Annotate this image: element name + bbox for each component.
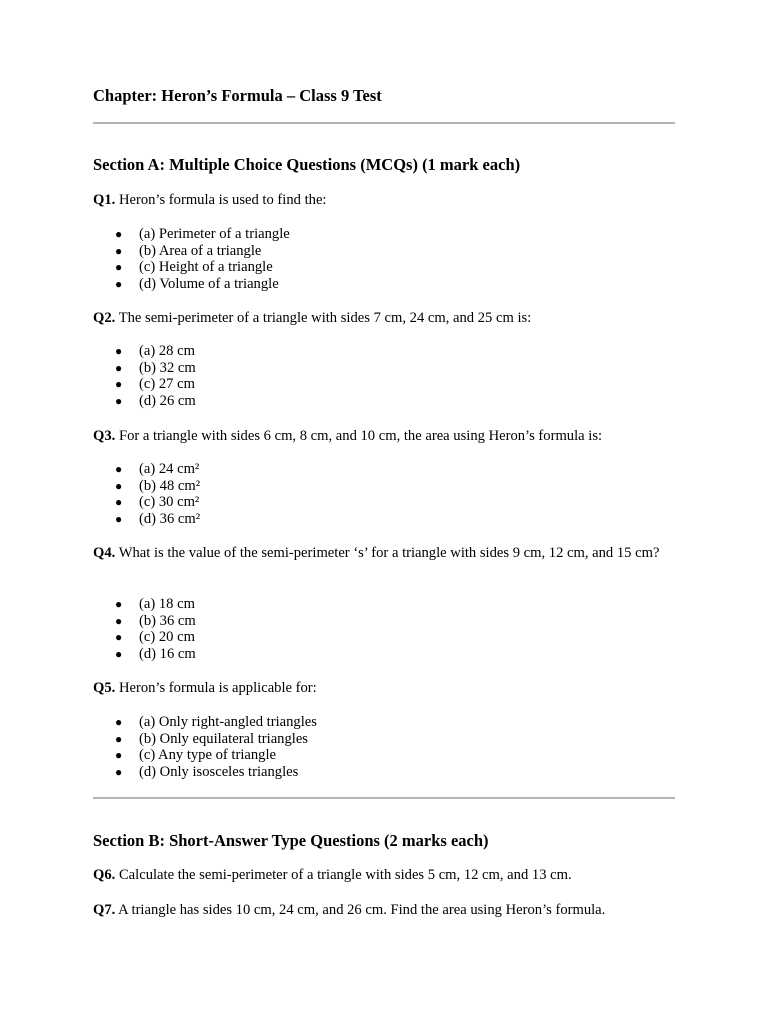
question-number: Q1. <box>93 192 116 208</box>
bullet-icon: ● <box>115 227 123 241</box>
option-item <box>93 494 200 511</box>
bullet-icon: ● <box>115 360 123 375</box>
bullet-icon: ● <box>115 748 123 763</box>
divider-top <box>93 122 675 124</box>
option-item <box>93 343 196 360</box>
option-text: (c) 30 cm² <box>139 494 200 511</box>
bullet-icon: ● <box>115 243 123 258</box>
option-item <box>93 226 290 243</box>
question-number: Q6. <box>93 867 116 883</box>
question-text: Calculate the semi-perimeter of a triangle with sides 5 cm, 12 cm, and 13 cm. <box>118 867 572 883</box>
question-1 <box>93 192 675 209</box>
option-text: (c) Any type of triangle <box>139 747 276 764</box>
question-3 <box>93 428 675 445</box>
option-item <box>93 276 290 293</box>
option-item <box>93 613 196 630</box>
bullet-icon: ● <box>115 478 123 493</box>
bullet-icon: ● <box>115 765 123 780</box>
option-text: (d) 16 cm <box>139 646 196 663</box>
bullet-icon: ● <box>115 260 123 275</box>
section-b-title: Section B: Short-Answer Type Questions (2 marks each) <box>93 831 489 850</box>
option-text: (a) 18 cm <box>139 596 195 612</box>
option-item <box>93 764 317 781</box>
option-text: (a) 24 cm² <box>139 461 200 477</box>
option-text: (c) 20 cm <box>139 629 195 646</box>
option-text: (b) Only equilateral triangles <box>139 730 308 747</box>
question-5 <box>93 680 675 697</box>
question-text: The semi-perimeter of a triangle with sides 7 cm, 24 cm, and 25 cm is: <box>118 310 532 326</box>
question-6 <box>93 867 675 884</box>
bullet-icon: ● <box>115 512 123 527</box>
question-3-options <box>93 461 200 528</box>
bullet-icon: ● <box>115 597 123 611</box>
question-number: Q4. <box>93 545 116 561</box>
bullet-icon: ● <box>115 647 123 662</box>
option-text: (b) 32 cm <box>139 359 196 376</box>
question-7 <box>93 902 675 919</box>
option-item <box>93 714 317 731</box>
option-text: (d) Only isosceles triangles <box>139 764 299 781</box>
bullet-icon: ● <box>115 613 123 628</box>
option-text: (b) 48 cm² <box>139 477 201 494</box>
option-text: (a) Only right-angled triangles <box>139 714 317 730</box>
bullet-icon: ● <box>115 715 123 729</box>
option-item <box>93 360 196 377</box>
bullet-icon: ● <box>115 462 123 476</box>
divider-middle <box>93 797 675 799</box>
question-text: Heron’s formula is applicable for: <box>118 680 317 696</box>
option-text: (d) 36 cm² <box>139 511 201 528</box>
section-a-title: Section A: Multiple Choice Questions (MCQs) (1 mark each) <box>93 155 521 174</box>
bullet-icon: ● <box>115 377 123 392</box>
option-item <box>93 259 290 276</box>
option-text: (d) Volume of a triangle <box>139 276 279 293</box>
option-text: (a) 28 cm <box>139 343 195 359</box>
option-text: (c) Height of a triangle <box>139 259 273 276</box>
option-item <box>93 596 196 613</box>
option-text: (b) 36 cm <box>139 612 196 629</box>
question-5-options <box>93 714 317 781</box>
question-text: A triangle has sides 10 cm, 24 cm, and 26 cm. Find the area using Heron’s formula. <box>118 902 606 918</box>
question-text: For a triangle with sides 6 cm, 8 cm, and 10 cm, the area using Heron’s formula is: <box>118 428 603 444</box>
option-item <box>93 747 317 764</box>
question-text: Heron’s formula is used to find the: <box>118 192 327 208</box>
bullet-icon: ● <box>115 277 123 292</box>
bullet-icon: ● <box>115 731 123 746</box>
bullet-icon: ● <box>115 394 123 409</box>
question-number: Q3. <box>93 428 116 444</box>
question-2-options <box>93 343 196 410</box>
question-4 <box>93 545 675 562</box>
option-text: (b) Area of a triangle <box>139 242 262 259</box>
option-item <box>93 461 200 478</box>
option-item <box>93 376 196 393</box>
question-text: What is the value of the semi-perimeter ‘s’ for a triangle with sides 9 cm, 12 cm, and 15 cm? <box>118 545 660 561</box>
question-1-options <box>93 226 290 293</box>
question-number: Q7. <box>93 902 116 918</box>
option-item <box>93 629 196 646</box>
option-item <box>93 243 290 260</box>
document-title: Chapter: Heron’s Formula – Class 9 Test <box>93 86 382 105</box>
option-item <box>93 731 317 748</box>
bullet-icon: ● <box>115 630 123 645</box>
bullet-icon: ● <box>115 495 123 510</box>
option-text: (d) 26 cm <box>139 393 196 410</box>
option-text: (c) 27 cm <box>139 376 195 393</box>
question-4-options <box>93 596 196 663</box>
option-item <box>93 646 196 663</box>
question-2 <box>93 310 675 327</box>
option-item <box>93 393 196 410</box>
bullet-icon: ● <box>115 344 123 358</box>
question-number: Q2. <box>93 310 116 326</box>
option-item <box>93 511 200 528</box>
option-text: (a) Perimeter of a triangle <box>139 226 290 242</box>
option-item <box>93 478 200 495</box>
question-number: Q5. <box>93 680 116 696</box>
